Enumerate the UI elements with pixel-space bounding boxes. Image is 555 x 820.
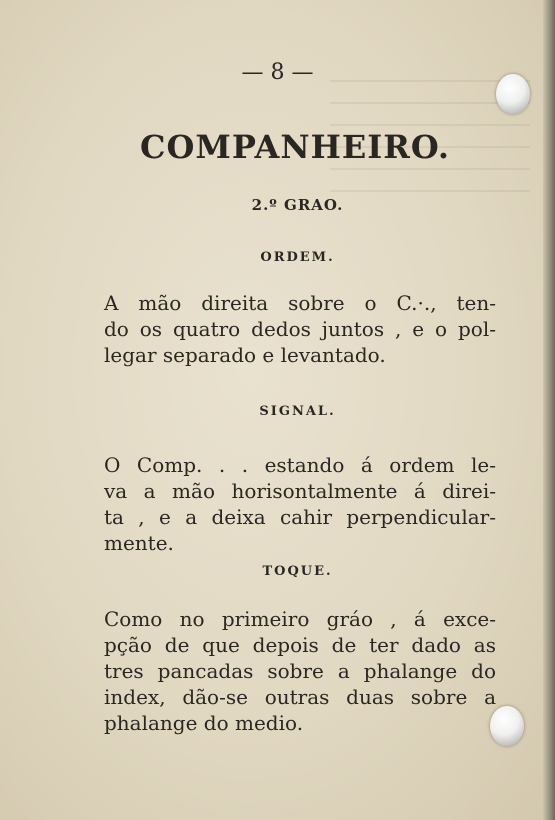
section-text-toque <box>104 606 496 736</box>
section-text-ordem <box>104 290 496 368</box>
text-line: legar separado e levantado. <box>104 343 386 367</box>
section-text-signal <box>104 452 496 556</box>
text-line: A mão direita sobre o C.·., ten- <box>104 291 496 315</box>
text-line: O Comp. . . estando á ordem le- <box>104 453 496 477</box>
text-line: index, dão-se outras duas sobre a <box>104 685 496 709</box>
section-heading-signal: SIGNAL. <box>259 404 336 419</box>
text-line: mente. <box>104 531 174 555</box>
text-line: tres pancadas sobre a phalange do <box>104 659 496 683</box>
section-heading-toque: TOQUE. <box>262 564 333 579</box>
text-line: ta , e a deixa cahir perpendicular- <box>104 505 496 529</box>
page-title: COMPANHEIRO. <box>140 128 450 166</box>
text-line: do os quatro dedos juntos , e o pol- <box>104 317 496 341</box>
text-line: va a mão horisontalmente á direi- <box>104 479 496 503</box>
page-number: — 8 — <box>241 60 314 85</box>
text-line: pção de que depois de ter dado as <box>104 633 496 657</box>
grade-label: 2.º GRAO. <box>251 196 344 214</box>
text-line: phalange do medio. <box>104 711 304 735</box>
section-heading-ordem: ORDEM. <box>260 250 335 265</box>
text-line: Como no primeiro gráo , á exce- <box>104 607 496 631</box>
